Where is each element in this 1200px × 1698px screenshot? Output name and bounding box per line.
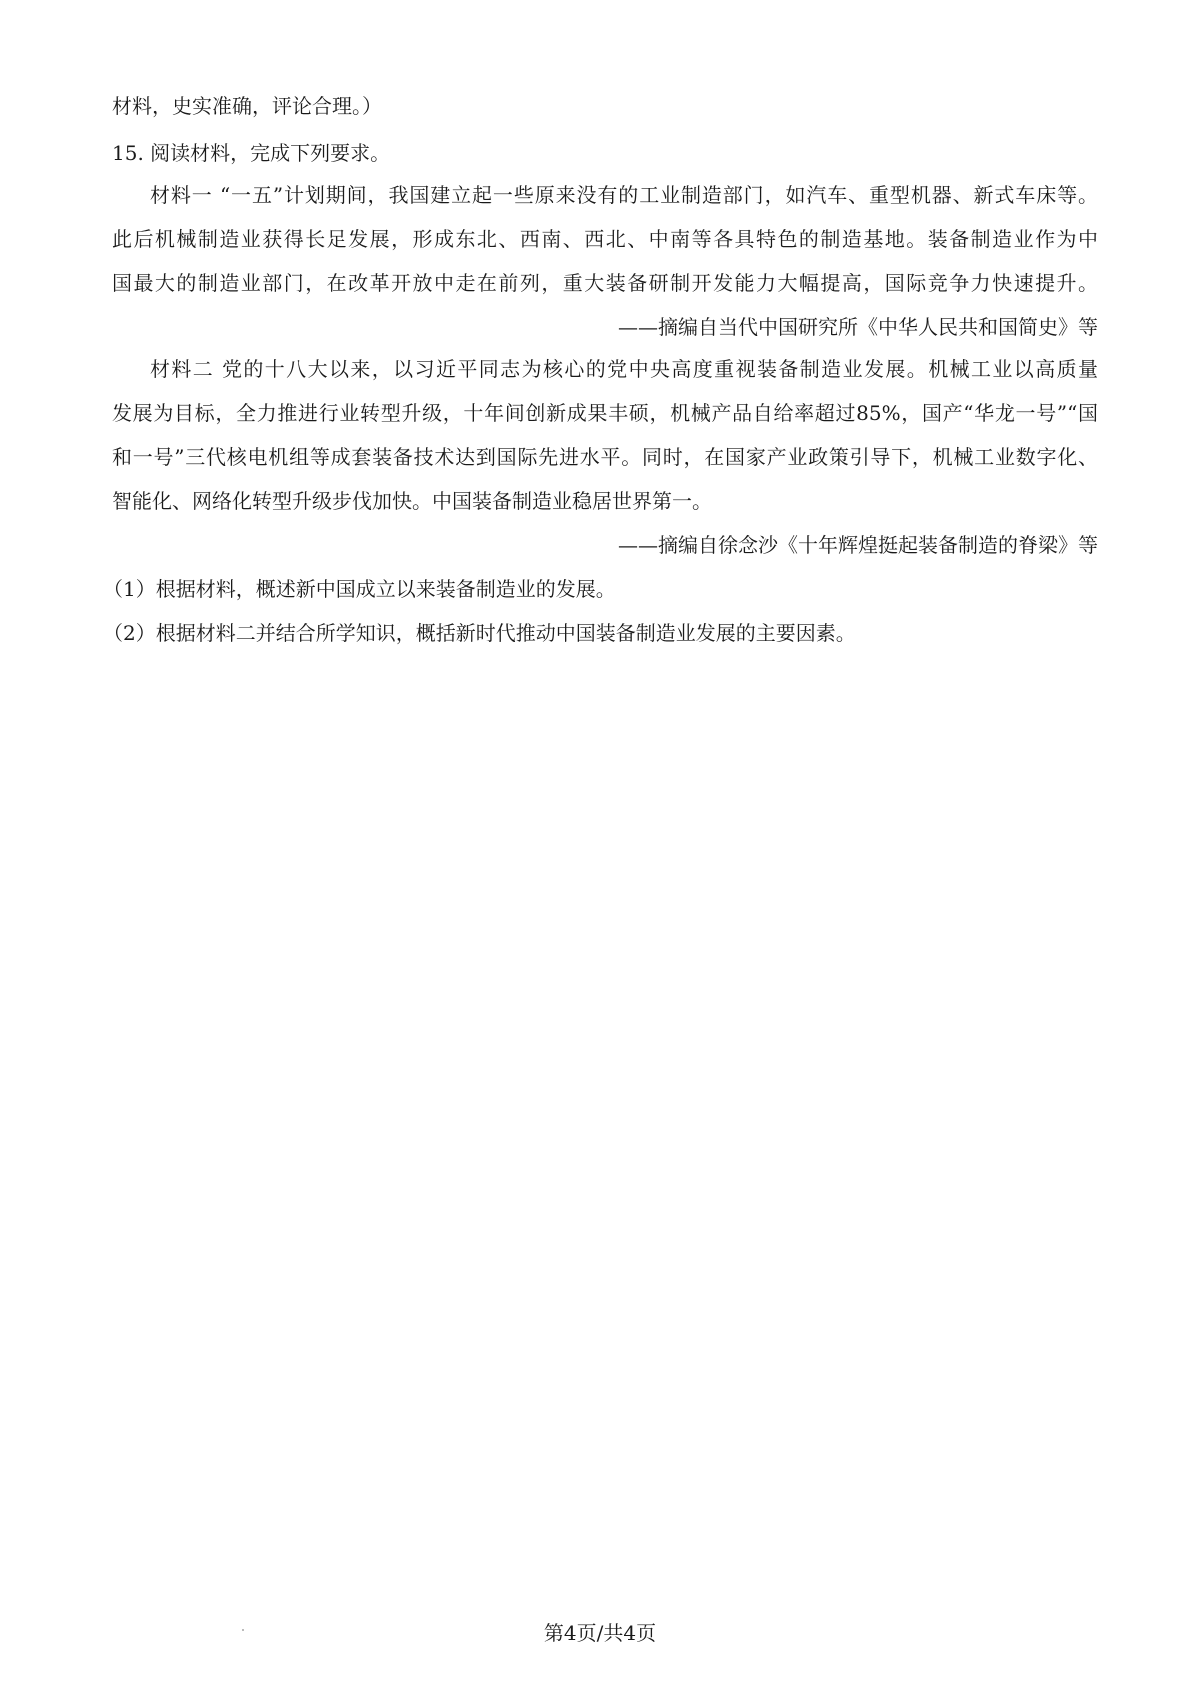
sub-question-1: （1）根据材料，概述新中国成立以来装备制造业的发展。 [103,577,616,601]
question-15-title: 15. 阅读材料，完成下列要求。 [112,141,391,165]
material-two-source: ——摘编自徐念沙《十年辉煌挺起装备制造的脊梁》等 [618,533,1098,557]
sub-question-2: （2）根据材料二并结合所学知识，概括新时代推动中国装备制造业发展的主要因素。 [103,621,856,645]
material-two-line-1: 材料二 党的十八大以来，以习近平同志为核心的党中央高度重视装备制造业发展。机械工业以高质量 [150,357,1098,381]
material-two-line-4: 智能化、网络化转型升级步伐加快。中国装备制造业稳居世界第一。 [112,489,712,513]
material-one-line-1: 材料一 “一五”计划期间，我国建立起一些原来没有的工业制造部门，如汽车、重型机器、新式车床等。 [150,183,1098,207]
material-one-line-3: 国最大的制造业部门，在改革开放中走在前列，重大装备研制开发能力大幅提高，国际竞争力快速提升。 [112,271,1098,295]
material-two-line-3: 和一号”三代核电机组等成套装备技术达到国际先进水平。同时，在国家产业政策引导下，机械工业数字化、 [112,445,1098,469]
material-one-line-2: 此后机械制造业获得长足发展，形成东北、西南、西北、中南等各具特色的制造基地。装备制造业作为中 [112,227,1098,251]
page-footer: 第4页/共4页 [543,1621,657,1645]
material-one-source: ——摘编自当代中国研究所《中华人民共和国简史》等 [618,315,1098,339]
previous-question-continuation: 材料，史实准确，评论合理。） [112,94,382,118]
material-two-line-2: 发展为目标，全力推进行业转型升级，十年间创新成果丰硕，机械产品自给率超过85%，国产“华龙一号”“国 [112,401,1098,425]
